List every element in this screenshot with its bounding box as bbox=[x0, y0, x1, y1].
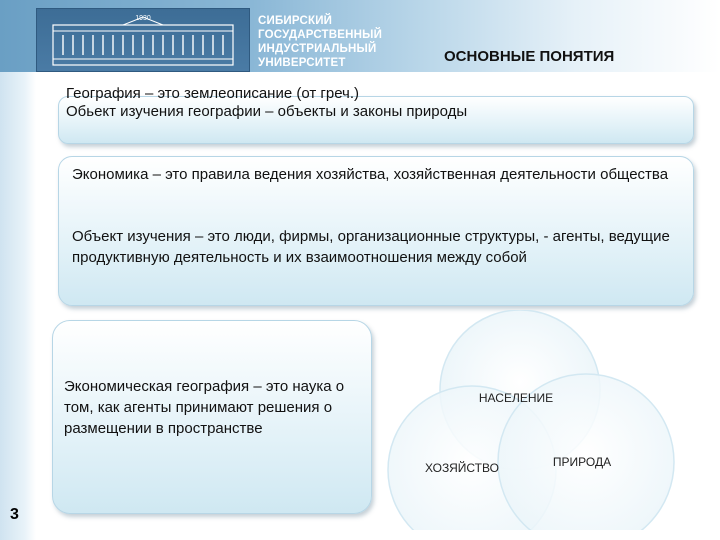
economics-definition: Экономика – это правила ведения хозяйства, хозяйственная деятельности общества bbox=[72, 166, 669, 183]
university-name bbox=[258, 14, 428, 70]
logo-year: 1930 bbox=[135, 15, 151, 22]
geography-object: Обьект изучения географии – объекты и законы природы bbox=[66, 103, 468, 120]
slide-number: 3 bbox=[10, 506, 19, 523]
economic-geography-definition: Экономическая география – это наука о том, как агенты принимают решения о размещении в пространстве bbox=[64, 378, 345, 437]
university-name-line: СИБИРСКИЙ bbox=[258, 15, 333, 27]
university-name-line: ИНДУСТРИАЛЬНЫЙ bbox=[258, 43, 377, 55]
venn-diagram bbox=[380, 310, 680, 530]
page-title: ОСНОВНЫЕ ПОНЯТИЯ bbox=[444, 48, 615, 65]
economics-object: Объект изучения – это люди, фирмы, организационные структуры, - агенты, ведущие продуктивную деятельность и их взаимоотношения между собой bbox=[72, 228, 670, 266]
university-name-line: УНИВЕРСИТЕТ bbox=[258, 57, 346, 69]
university-logo bbox=[36, 8, 250, 72]
left-decor-strip bbox=[0, 72, 36, 540]
venn-label-nature: ПРИРОДА bbox=[552, 455, 612, 469]
university-name-line: ГОСУДАРСТВЕННЫЙ bbox=[258, 29, 383, 41]
building-icon bbox=[37, 9, 249, 71]
venn-label-economy: ХОЗЯЙСТВО bbox=[425, 461, 499, 475]
venn-label-population: НАСЕЛЕНИЕ bbox=[478, 391, 554, 405]
geography-definition: География – это землеописание (от греч.) bbox=[66, 85, 360, 102]
